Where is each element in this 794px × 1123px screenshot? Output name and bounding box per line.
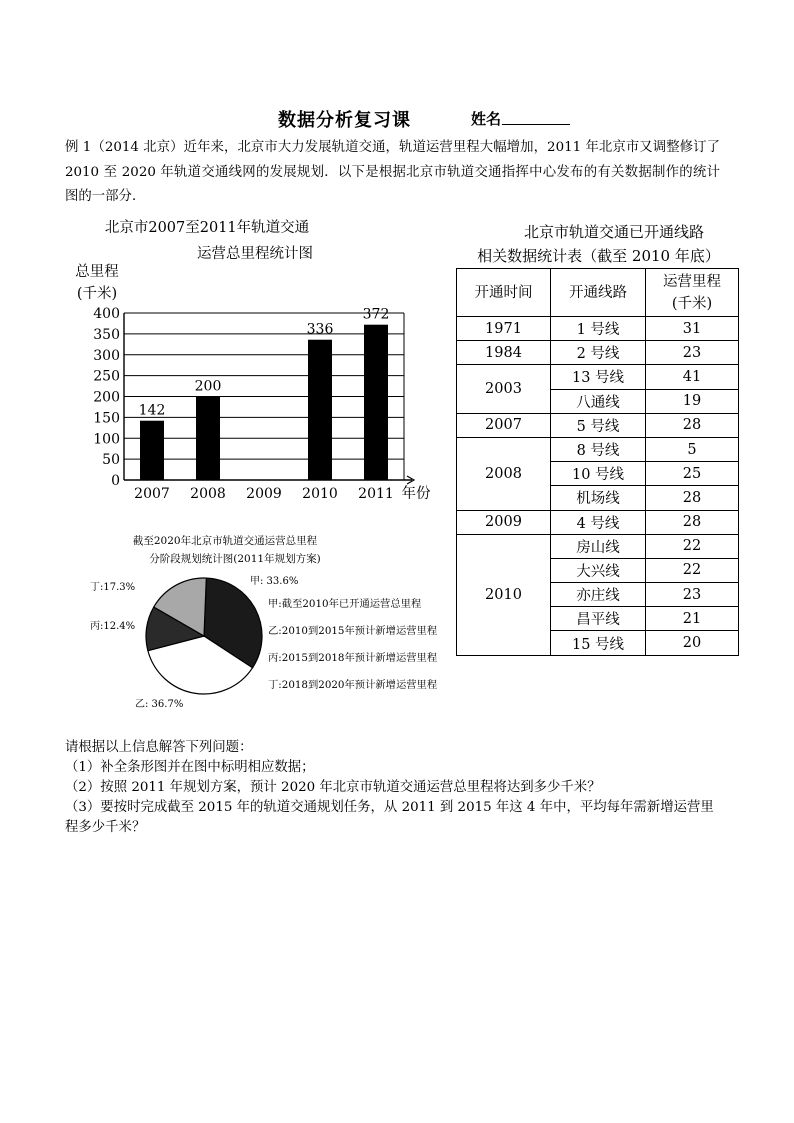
- cell-mileage: 19: [646, 389, 739, 413]
- x-tick-label: 2010: [302, 486, 338, 502]
- x-tick-label: 2011: [358, 486, 394, 502]
- cell-line: 15 号线: [551, 631, 646, 655]
- x-axis-label: 年份: [401, 486, 431, 502]
- y-axis-label: 总里程: [75, 264, 119, 280]
- cell-mileage: 21: [646, 607, 739, 631]
- x-tick-label: 2009: [246, 486, 282, 502]
- question-1: （1）补全条形图并在图中标明相应数据；: [65, 760, 315, 775]
- bar-2010: [308, 340, 332, 480]
- cell-line: 亦庄线: [551, 583, 646, 607]
- y-tick-label: 200: [93, 389, 120, 406]
- y-tick-labels: [93, 306, 120, 489]
- problem-intro: 例 1（2014 北京）近年来，北京市大力发展轨道交通，轨道运营里程大幅增加，2011 年北京市又调整修订了 2010 至 2020 年轨道交通线网的发展规划．以下是根据北京市轨道交通指挥中心发布的有关数据制作的统计图的一部分．: [65, 140, 720, 204]
- x-tick-label: 2008: [190, 486, 226, 502]
- table-row: [457, 365, 739, 389]
- pie-label-ding: 丁:17.3%: [90, 582, 136, 593]
- cell-line: 8 号线: [551, 437, 646, 461]
- table-body: [457, 317, 739, 656]
- pie-label-jia: 甲: 33.6%: [250, 576, 299, 587]
- cell-year: 2008: [457, 437, 551, 510]
- bar-marks: [140, 325, 388, 480]
- cell-mileage: 23: [646, 583, 739, 607]
- cell-line: 大兴线: [551, 558, 646, 582]
- header-mileage-line2: (千米): [671, 295, 713, 312]
- cell-line: 10 号线: [551, 462, 646, 486]
- question-3-line2: 程多少千米？: [65, 820, 146, 835]
- header-time: 开通时间: [457, 269, 551, 317]
- y-tick-label: 150: [93, 410, 120, 427]
- cell-year: 2007: [457, 413, 551, 437]
- cell-line: 昌平线: [551, 607, 646, 631]
- y-tick-label: 50: [102, 452, 120, 469]
- y-tick-label: 0: [111, 473, 120, 489]
- pie-legend-yi: 乙:2010到2015年预计新增运营里程: [268, 625, 438, 637]
- bar-chart: [65, 208, 435, 508]
- bar-chart-subtitle: 运营总里程统计图: [197, 246, 313, 262]
- bar-value-label: 372: [362, 306, 390, 323]
- cell-mileage: 23: [646, 341, 739, 365]
- pie-chart-subtitle: 分阶段规划统计图(2011年规划方案): [149, 553, 321, 565]
- cell-year: 1971: [457, 317, 551, 341]
- pie-slices: [146, 578, 262, 694]
- bar-value-label: 142: [138, 402, 166, 419]
- cell-line: 13 号线: [551, 365, 646, 389]
- bar-value-label: 336: [306, 321, 334, 338]
- line-stats-table: [456, 268, 739, 656]
- cell-line: 2 号线: [551, 341, 646, 365]
- cell-mileage: 22: [646, 558, 739, 582]
- cell-mileage: 41: [646, 365, 739, 389]
- header-line: 开通线路: [551, 269, 646, 317]
- cell-mileage: 5: [646, 437, 739, 461]
- cell-mileage: 31: [646, 317, 739, 341]
- page-title: 数据分析复习课: [278, 110, 411, 131]
- x-tick-labels: [134, 486, 394, 502]
- cell-line: 机场线: [551, 486, 646, 510]
- table-row: [457, 317, 739, 341]
- name-label: 姓名: [471, 110, 502, 128]
- cell-year: 2009: [457, 510, 551, 534]
- bar-2011: [364, 325, 388, 480]
- y-tick-label: 250: [93, 368, 120, 385]
- table-title-line1: 北京市轨道交通已开通线路: [523, 223, 704, 241]
- question-3-line1: （3）要按时完成截至 2015 年的轨道交通规划任务，从 2011 到 2015 年这 4 年中，平均每年需新增运营里: [65, 800, 714, 815]
- bar-value-label: 200: [194, 378, 222, 395]
- bar-2008: [196, 397, 220, 481]
- question-prompt: 请根据以上信息解答下列问题：: [65, 740, 253, 755]
- cell-year: 2010: [457, 534, 551, 655]
- y-tick-label: 100: [93, 431, 120, 448]
- table-row: [457, 534, 739, 558]
- cell-mileage: 28: [646, 486, 739, 510]
- pie-legend-ding: 丁:2018到2020年预计新增运营里程: [268, 679, 438, 691]
- table-title-line2: 相关数据统计表（截至 2010 年底）: [477, 247, 720, 265]
- cell-line: 4 号线: [551, 510, 646, 534]
- cell-mileage: 20: [646, 631, 739, 655]
- pie-label-yi: 乙: 36.7%: [135, 699, 184, 710]
- y-axis-unit: (千米): [76, 286, 118, 302]
- pie-label-bing: 丙:12.4%: [90, 621, 136, 632]
- header-mileage: [646, 269, 739, 317]
- table-row: [457, 413, 739, 437]
- bar-chart-title: 北京市2007至2011年轨道交通: [104, 220, 310, 236]
- name-blank-line[interactable]: [502, 124, 570, 125]
- pie-legend-jia: 甲:截至2010年已开通运营总里程: [268, 598, 422, 610]
- pie-chart: [87, 532, 442, 715]
- pie-legend-bing: 丙:2015到2018年预计新增运营里程: [268, 652, 438, 664]
- cell-mileage: 28: [646, 413, 739, 437]
- pie-chart-title: 截至2020年北京市轨道交通运营总里程: [132, 535, 318, 547]
- cell-year: 2003: [457, 365, 551, 413]
- cell-line: 八通线: [551, 389, 646, 413]
- y-tick-label: 350: [93, 326, 120, 343]
- table-row: [457, 341, 739, 365]
- y-tick-label: 300: [93, 347, 120, 364]
- cell-mileage: 28: [646, 510, 739, 534]
- cell-line: 1 号线: [551, 317, 646, 341]
- cell-mileage: 25: [646, 462, 739, 486]
- x-tick-label: 2007: [134, 486, 170, 502]
- cell-line: 5 号线: [551, 413, 646, 437]
- bar-2007: [140, 421, 164, 480]
- bar-value-labels: [139, 307, 390, 419]
- cell-year: 1984: [457, 341, 551, 365]
- question-2: （2）按照 2011 年规划方案，预计 2020 年北京市轨道交通运营总里程将达到多少千米？: [65, 780, 601, 795]
- header-mileage-line1: 运营里程: [663, 273, 721, 290]
- questions: [65, 738, 725, 838]
- cell-line: 房山线: [551, 534, 646, 558]
- table-row: [457, 437, 739, 461]
- table-row: [457, 510, 739, 534]
- cell-mileage: 22: [646, 534, 739, 558]
- y-tick-label: 400: [93, 306, 120, 322]
